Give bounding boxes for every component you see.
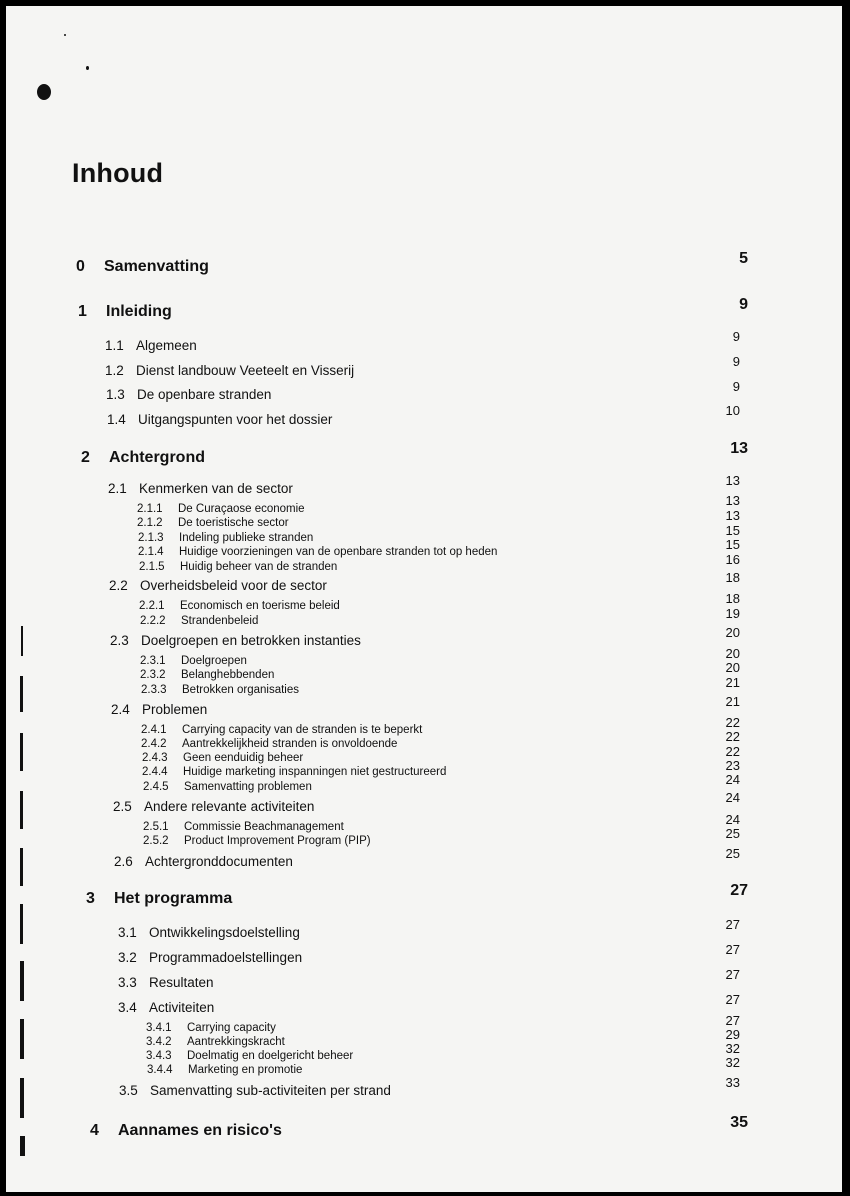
toc-entry-2-1-1 [137, 502, 305, 516]
toc-page-number: 27 [725, 1013, 740, 1028]
toc-entry-number: 2.1.1 [137, 503, 163, 515]
toc-entry-number: 2 [81, 449, 90, 466]
page-title: Inhoud [72, 158, 164, 188]
toc-entry-3-3 [118, 975, 214, 990]
binding-mark [20, 904, 23, 944]
toc-entry-2-4-1 [141, 723, 422, 737]
toc-entry-number: 2.4.5 [143, 781, 169, 793]
toc-entry-number: 2.6 [114, 854, 133, 869]
toc-page-number: 20 [725, 625, 740, 640]
toc-entry-title: Doelmatig en doelgericht beheer [187, 1050, 354, 1062]
toc-entry-3-2 [118, 950, 302, 965]
toc-entry-title: Indeling publieke stranden [179, 532, 314, 544]
toc-entry-2-3-3 [141, 683, 299, 697]
binding-mark [20, 1078, 24, 1118]
toc-entry-title: Achtergronddocumenten [145, 854, 293, 869]
hole-punch-mark [37, 84, 51, 100]
toc-entry-2-1-4 [138, 545, 497, 559]
toc-page-number: 13 [725, 493, 740, 508]
toc-page-number: 15 [725, 523, 740, 538]
binding-mark [20, 848, 23, 886]
toc-page-number: 9 [732, 329, 740, 344]
toc-entry-title: Aantrekkingskracht [187, 1036, 285, 1048]
toc-page-number: 32 [725, 1055, 740, 1070]
toc-entry-title: Samenvatting [104, 258, 209, 275]
toc-page-number: 10 [725, 403, 740, 418]
toc-entry-title: Programmadoelstellingen [149, 950, 303, 965]
toc-entry-2-5 [113, 799, 314, 814]
toc-entry-1-3 [106, 387, 271, 402]
toc-entry-2-5-1 [143, 820, 344, 834]
toc-entry-title: Activiteiten [149, 1000, 215, 1015]
toc-entry-title: Huidige voorzieningen van de openbare stranden tot op heden [179, 546, 498, 558]
toc-entry-title: Huidig beheer van de stranden [180, 561, 338, 573]
toc-page-number: 19 [725, 606, 740, 621]
toc-page-number: 16 [725, 552, 740, 567]
toc-entry-3 [86, 890, 232, 908]
toc-page-number: 33 [725, 1075, 740, 1090]
toc-entry-number: 3.4 [118, 1000, 137, 1015]
toc-page-number: 15 [725, 537, 740, 552]
toc-page-number: 20 [725, 660, 740, 675]
toc-entry-3-1 [118, 925, 300, 940]
toc-entry-number: 2.5 [113, 799, 132, 814]
toc-entry-title: Strandenbeleid [181, 615, 259, 627]
toc-entry-2-2 [109, 578, 327, 593]
toc-entry-number: 2.4.2 [141, 738, 167, 750]
toc-page-number: 21 [725, 694, 740, 709]
toc-entry-title: Aannames en risico's [118, 1122, 282, 1139]
toc-entry-3-4-1 [146, 1021, 276, 1035]
toc-page-number: 18 [725, 570, 740, 585]
toc-entry-number: 2.2.1 [139, 600, 165, 612]
toc-entry-2-4-2 [141, 737, 397, 751]
toc-entry-title: Het programma [114, 890, 233, 907]
toc-entry-title: Overheidsbeleid voor de sector [140, 578, 327, 593]
toc-page-number: 25 [725, 846, 740, 861]
toc-entry-2-4 [111, 702, 207, 717]
toc-entry-number: 1.4 [107, 412, 126, 427]
scan-speck [86, 66, 89, 70]
toc-entry-number: 3.3 [118, 975, 137, 990]
document-page [6, 6, 842, 1192]
toc-entry-4 [90, 1122, 282, 1140]
toc-entry-title: De openbare stranden [137, 387, 272, 402]
toc-entry-2-1-5 [139, 560, 337, 574]
toc-entry-2-6 [114, 854, 293, 869]
binding-mark [21, 626, 23, 656]
toc-entry-2 [81, 449, 205, 467]
toc-entry-number: 2.1 [108, 481, 127, 496]
toc-entry-2-4-5 [143, 780, 312, 794]
toc-entry-number: 2.2 [109, 578, 128, 593]
toc-page-number: 25 [725, 826, 740, 841]
toc-entry-number: 1 [78, 303, 87, 320]
toc-page-number: 24 [725, 812, 740, 827]
toc-entry-number: 2.1.2 [137, 517, 163, 529]
toc-entry-title: Aantrekkelijkheid stranden is onvoldoende [182, 738, 398, 750]
toc-entry-number: 2.5.1 [143, 821, 169, 833]
toc-entry-number: 1.3 [106, 387, 125, 402]
toc-entry-number: 2.3.3 [141, 684, 167, 696]
toc-entry-3-5 [119, 1083, 391, 1098]
toc-entry-number: 2.3.1 [140, 655, 166, 667]
toc-page-number: 32 [725, 1041, 740, 1056]
toc-page-number: 23 [725, 758, 740, 773]
toc-page-number: 21 [725, 675, 740, 690]
toc-entry-2-1 [108, 481, 293, 496]
toc-entry-title: Problemen [142, 702, 208, 717]
toc-entry-title: Achtergrond [109, 449, 205, 466]
toc-entry-number: 2.1.3 [138, 532, 164, 544]
toc-entry-2-5-2 [143, 834, 371, 848]
toc-entry-number: 2.4.1 [141, 724, 167, 736]
toc-page-number: 9 [739, 296, 748, 313]
toc-entry-title: Geen eenduidig beheer [183, 752, 304, 764]
toc-entry-1 [78, 303, 172, 321]
binding-mark [20, 791, 23, 829]
toc-page-number: 5 [739, 250, 748, 267]
toc-entry-number: 3 [86, 890, 95, 907]
toc-page-number: 29 [725, 1027, 740, 1042]
binding-mark [20, 676, 23, 712]
toc-page-number: 13 [730, 440, 748, 457]
toc-entry-number: 1.1 [105, 338, 124, 353]
toc-page-number: 27 [725, 967, 740, 982]
toc-entry-title: Commissie Beachmanagement [184, 821, 344, 833]
toc-entry-title: Kenmerken van de sector [139, 481, 293, 496]
toc-entry-number: 3.4.4 [147, 1064, 173, 1076]
binding-mark [20, 1136, 25, 1156]
toc-entry-title: Betrokken organisaties [182, 684, 299, 696]
toc-entry-3-4-4 [147, 1063, 302, 1077]
toc-entry-2-3-1 [140, 654, 247, 668]
toc-entry-title: Samenvatting problemen [184, 781, 312, 793]
binding-mark [20, 961, 24, 1001]
toc-entry-title: Andere relevante activiteiten [144, 799, 315, 814]
toc-page-number: 27 [725, 917, 740, 932]
toc-entry-title: Belanghebbenden [181, 669, 275, 681]
toc-entry-number: 2.1.5 [139, 561, 165, 573]
toc-entry-1-1 [105, 338, 197, 353]
toc-entry-title: Huidige marketing inspanningen niet gestructureerd [183, 766, 447, 778]
toc-page-number: 24 [725, 790, 740, 805]
toc-entry-number: 2.4.3 [142, 752, 168, 764]
toc-entry-title: Algemeen [136, 338, 197, 353]
toc-entry-number: 2.5.2 [143, 835, 169, 847]
toc-entry-3-4 [118, 1000, 214, 1015]
toc-entry-number: 4 [90, 1122, 99, 1139]
toc-entry-number: 2.2.2 [140, 615, 166, 627]
toc-entry-number: 3.5 [119, 1083, 138, 1098]
toc-entry-title: Economisch en toerisme beleid [180, 600, 340, 612]
toc-entry-title: Inleiding [106, 303, 172, 320]
toc-entry-title: De toeristische sector [178, 517, 289, 529]
toc-entry-2-1-3 [138, 531, 313, 545]
toc-entry-title: Product Improvement Program (PIP) [184, 835, 371, 847]
toc-page-number: 13 [725, 473, 740, 488]
toc-page-number: 27 [730, 882, 748, 899]
toc-entry-number: 2.3 [110, 633, 129, 648]
toc-page-number: 18 [725, 591, 740, 606]
toc-entry-title: Uitgangspunten voor het dossier [138, 412, 333, 427]
toc-entry-0 [76, 258, 209, 276]
toc-entry-title: Doelgroepen [181, 655, 247, 667]
toc-page-number: 27 [725, 992, 740, 1007]
toc-entry-number: 3.4.1 [146, 1022, 172, 1034]
toc-page-number: 13 [725, 508, 740, 523]
toc-entry-title: Dienst landbouw Veeteelt en Visserij [136, 363, 355, 378]
toc-entry-2-2-1 [139, 599, 340, 613]
toc-entry-2-4-3 [142, 751, 303, 765]
binding-mark [20, 733, 23, 771]
toc-entry-number: 3.1 [118, 925, 137, 940]
toc-page-number: 22 [725, 744, 740, 759]
toc-entry-number: 2.4 [111, 702, 130, 717]
toc-page-number: 24 [725, 772, 740, 787]
toc-entry-1-4 [107, 412, 332, 427]
toc-page-number: 9 [732, 354, 740, 369]
binding-mark [20, 1019, 24, 1059]
toc-entry-number: 1.2 [105, 363, 124, 378]
toc-page-number: 22 [725, 729, 740, 744]
toc-entry-number: 2.1.4 [138, 546, 164, 558]
toc-entry-2-3 [110, 633, 361, 648]
toc-entry-2-4-4 [142, 765, 446, 779]
toc-entry-3-4-2 [146, 1035, 285, 1049]
toc-entry-title: Samenvatting sub-activiteiten per strand [150, 1083, 391, 1098]
toc-entry-3-4-3 [146, 1049, 353, 1063]
toc-entry-title: De Curaçaose economie [178, 503, 305, 515]
toc-entry-title: Doelgroepen en betrokken instanties [141, 633, 361, 648]
toc-entry-number: 3.4.2 [146, 1036, 172, 1048]
toc-entry-2-1-2 [137, 516, 289, 530]
toc-entry-title: Carrying capacity van de stranden is te beperkt [182, 724, 423, 736]
toc-entry-number: 0 [76, 258, 85, 275]
toc-entry-2-2-2 [140, 614, 258, 628]
toc-page-number: 27 [725, 942, 740, 957]
scan-speck [64, 34, 66, 36]
toc-page-number: 9 [732, 379, 740, 394]
toc-page-number: 20 [725, 646, 740, 661]
toc-page-number: 22 [725, 715, 740, 730]
toc-entry-title: Marketing en promotie [188, 1064, 303, 1076]
toc-entry-number: 2.3.2 [140, 669, 166, 681]
toc-entry-title: Resultaten [149, 975, 214, 990]
toc-page-number: 35 [730, 1114, 748, 1131]
toc-entry-number: 3.2 [118, 950, 137, 965]
toc-entry-2-3-2 [140, 668, 274, 682]
toc-entry-title: Ontwikkelingsdoelstelling [149, 925, 300, 940]
toc-entry-number: 2.4.4 [142, 766, 168, 778]
toc-entry-number: 3.4.3 [146, 1050, 172, 1062]
toc-entry-1-2 [105, 363, 354, 378]
toc-entry-title: Carrying capacity [187, 1022, 276, 1034]
